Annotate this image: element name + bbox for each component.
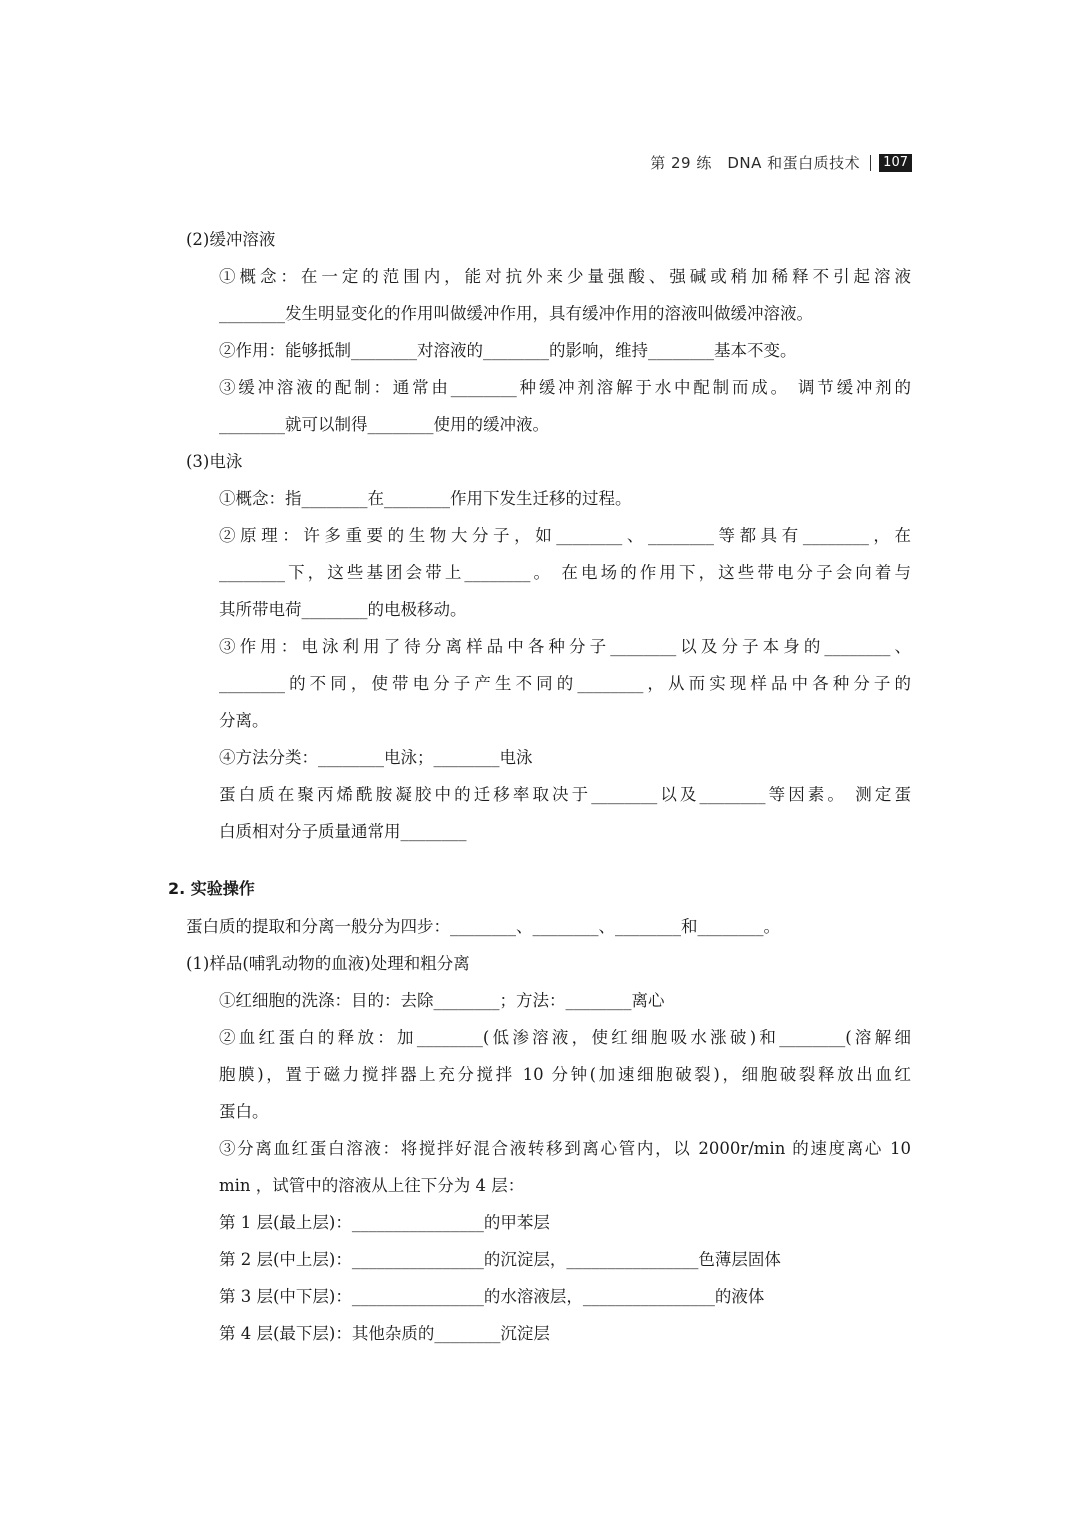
text-line: ________的不同，使带电分子产生不同的________，从而实现样品中各种分子的 xyxy=(219,674,911,693)
text-line: ②作用：能够抵制________对溶液的________的影响，维持________基本不变。 xyxy=(219,341,797,360)
layer-3-line: 第 3 层(中下层)：________________的水溶液层，________________的液体 xyxy=(219,1287,765,1306)
text-line: 蛋白质在聚丙烯酰胺凝胶中的迁移率取决于________以及________等因素。 测定蛋 xyxy=(219,785,911,804)
text-line: 蛋白。 xyxy=(219,1102,269,1121)
text-line: min ，试管中的溶液从上往下分为 4 层： xyxy=(219,1176,525,1195)
page-header xyxy=(650,152,912,173)
page-number: 107 xyxy=(879,154,912,172)
layer-1-line: 第 1 层(最上层)：________________的甲苯层 xyxy=(219,1213,550,1232)
layer-2-line: 第 2 层(中上层)：________________的沉淀层，________________色薄层固体 xyxy=(219,1250,781,1269)
chapter-title: 第 29 练 DNA 和蛋白质技术 xyxy=(650,154,861,172)
text-line: ①红细胞的洗涤：目的：去除________；方法：________离心 xyxy=(219,991,665,1010)
text-line: 分离。 xyxy=(219,711,269,730)
text-line: ________下，这些基团会带上________。 在电场的作用下，这些带电分子会向着与 xyxy=(219,563,911,582)
text-line: ①概念：在一定的范围内，能对抗外来少量强酸、强碱或稍加稀释不引起溶液 xyxy=(219,267,911,286)
subheading-electrophoresis: (3)电泳 xyxy=(186,452,243,471)
text-line: ________发生明显变化的作用叫做缓冲作用，具有缓冲作用的溶液叫做缓冲溶液。 xyxy=(219,304,813,323)
text-line: 其所带电荷________的电极移动。 xyxy=(219,600,467,619)
text-line: ②血红蛋白的释放：加________(低渗溶液，使红细胞吸水涨破)和________(溶解细 xyxy=(219,1028,911,1047)
subheading-buffer-solution: (2)缓冲溶液 xyxy=(186,230,276,249)
header-divider xyxy=(870,155,871,171)
text-line: ①概念：指________在________作用下发生迁移的过程。 xyxy=(219,489,632,508)
text-line: ③分离血红蛋白溶液：将搅拌好混合液转移到离心管内，以 2000r/min 的速度离心 10 xyxy=(219,1139,911,1158)
text-line: 胞膜)，置于磁力搅拌器上充分搅拌 10 分钟(加速细胞破裂)，细胞破裂释放出血红 xyxy=(219,1065,911,1084)
layer-4-line: 第 4 层(最下层)：其他杂质的________沉淀层 xyxy=(219,1324,550,1343)
text-line: ③缓冲溶液的配制：通常由________种缓冲剂溶解于水中配制而成。 调节缓冲剂的 xyxy=(219,378,911,397)
text-line: ②原理：许多重要的生物大分子，如________、________等都具有________，在 xyxy=(219,526,911,545)
text-line: ③作用：电泳利用了待分离样品中各种分子________以及分子本身的________、 xyxy=(219,637,911,656)
text-line: ________就可以制得________使用的缓冲液。 xyxy=(219,415,549,434)
text-line: ④方法分类：________电泳；________电泳 xyxy=(219,748,533,767)
text-line: 白质相对分子质量通常用________ xyxy=(219,822,467,841)
text-line: 蛋白质的提取和分离一般分为四步：________、________、________和________。 xyxy=(186,917,780,936)
subheading-sample-processing: (1)样品(哺乳动物的血液)处理和粗分离 xyxy=(186,954,470,973)
section-heading-experiment: 2. 实验操作 xyxy=(168,879,255,898)
